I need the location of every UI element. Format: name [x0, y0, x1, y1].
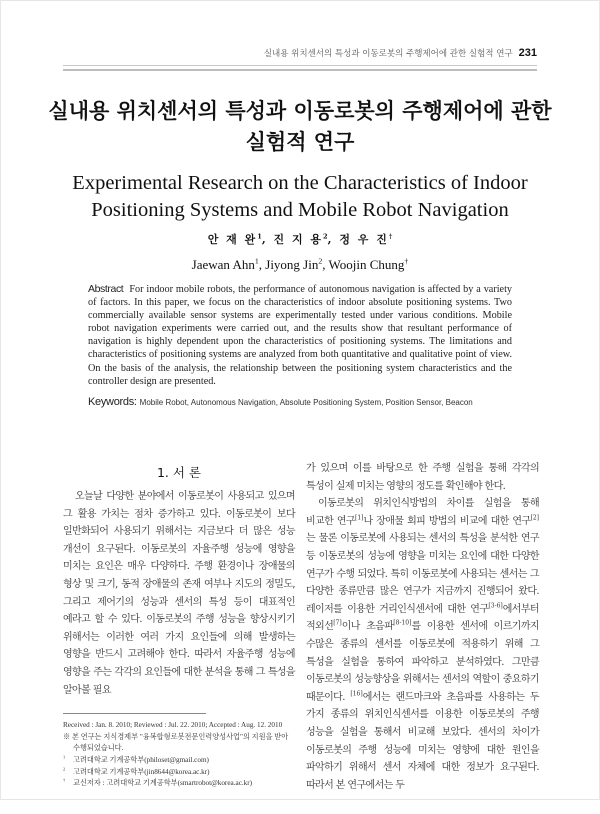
- abstract-text: For indoor mobile robots, the performance of autonomous navigation is affected by a variety of factors. In this paper, we focus on the characteristics of indoor absolute positioning systems. Two commercially available sensor systems are experimentally tested under various conditions. Mobile robot navigation experiments were carried out, and the results show that resultant performance of navigation is highly dependent upon the characteristics of positioning systems. The limitations and characteristics of positioning systems are analyzed from both quantitative and qualitative point of view. On the basis of the analysis, the relationship between the positioning system characteristics and the controller design are presented.: [88, 284, 512, 387]
- keywords-text: Mobile Robot, Autonomous Navigation, Absolute Positioning System, Position Sensor, Beacon: [139, 397, 473, 407]
- keywords: [88, 396, 512, 409]
- body-column-right: [306, 460, 539, 794]
- p2-text-c: 는 물론 이동로봇에 사용되는 센서의 특성을 분석한 연구 등 이동로봇의 성능에 영향을 미치는 요인에 대한 다양한 연구가 수행 되었다. 특히 이동로봇에 사용되는 센서는 그 다양한 종류만큼 많은 연구가 지금까지 진행되어 왔다. 레이저를 이용한 거리인식센서에 대한 연구: [306, 533, 539, 615]
- author-kr-2: 진 지 용: [273, 233, 324, 246]
- p2-text-f: 를 이용한 센서에 이르기까지 수많은 종류의 센서를 이동로봇에 적용하기 위해 그 특성을 실험을 통하여 파악하고 분석하였다. 그만큼 이동로봇의 성능향상을 위해서는 센서의 역할이 중요하기 때문이다.: [306, 621, 539, 703]
- citation-ref: [1]: [354, 514, 364, 522]
- body-column-left-text: [63, 488, 295, 699]
- running-head: [63, 47, 537, 59]
- front-matter: [40, 96, 560, 409]
- citation-ref: [3-6]: [488, 602, 503, 610]
- intro-paragraph-2: [306, 495, 539, 794]
- affiliation-text: 교신저자 : 고려대학교 기계공학부(smartrobot@korea.ac.kr): [73, 779, 253, 788]
- author-en-2: Jiyong Jin: [265, 257, 319, 272]
- footnotes: [63, 720, 295, 790]
- header-rule: [63, 65, 537, 71]
- intro-paragraph-1: 오늘날 다양한 분야에서 이동로봇이 사용되고 있으며 그 활용 가치는 점차 증가하고 있다. 이동로봇이 보다 일반화되어 사용되기 위해서는 지금보다 더 많은 성능 개선이 요구된다. 이동로봇의 자율주행 성능에 영향을 미치는 요인은 매우 다양하다. 주행 환경이나 장애물의 형상 및 크기, 동적 장애물의 존재 여부나 지도의 정밀도, 그리고 제어기의 성능과 센서의 특성 등이 대표적인 예라고 할 수 있다. 이동로봇의 주행 성능을 향상시키기 위해서는 이러한 여러 가지 요인들에 의해 발생하는 영향을 반드시 고려해야 한다. 따라서 자율주행 성능에 영향을 주는 각각의 요인들에 대한 분석을 통해 그 특성을 알아볼 필요: [63, 491, 295, 696]
- affiliation-mark: 2: [63, 766, 66, 772]
- title-english: Experimental Research on the Characteristics of Indoor Positioning Systems and Mobile Robot Navigation: [72, 172, 528, 221]
- footnote-affiliation-2: [63, 767, 295, 779]
- title-korean: 실내용 위치센서의 특성과 이동로봇의 주행제어에 관한 실험적 연구: [48, 99, 552, 154]
- footnote-funding: ※ 본 연구는 지식경제부 "융복합형로봇전문인력양성사업"의 지원을 받아: [63, 732, 289, 741]
- p2-text-b: 나 장애물 회피 방법의 비교에 대한 연구: [363, 515, 531, 527]
- abstract-label: Abstract: [88, 283, 124, 295]
- citation-ref: [2]: [530, 514, 539, 522]
- affiliation-mark: †: [63, 777, 66, 783]
- authors-korean: 안 재 완$^1$, 진 지 용$^2$, 정 우 진†: [207, 232, 393, 246]
- author-kr-3-mark: †: [388, 232, 393, 241]
- body-columns: [63, 460, 539, 794]
- p2-text-e: 이나 초음파: [341, 621, 394, 633]
- citation-ref: [7]: [333, 620, 342, 628]
- affiliation-text: 고려대학교 기계공학부(philoset@gmail.com): [73, 755, 209, 764]
- p2-text-a: 이동로봇의 위치인식방법의 차이를 실험을 통해 비교한 연구: [306, 498, 539, 527]
- affiliation-text: 고려대학교 기계공학부(jin8644@korea.ac.kr): [73, 767, 210, 776]
- author-en-3: Woojin Chung: [328, 257, 405, 272]
- p2-text-g: 에서는 랜드마크와 초음파를 사용하는 두 가지 종류의 위치인식센서를 이용한 이동로봇의 주행 성능을 실험을 통해서 비교해 보았다. 센서의 차이가 이동로봇의 주행 성능에 미치는 영향에 대한 원인을 파악하기 위해서 센서 자체에 대한 정보가 요구된다. 따라서 본 연구에서는 두: [306, 691, 539, 791]
- p2-text-d: 에서부터 적외선: [306, 603, 539, 633]
- footnote-rule: [63, 713, 206, 714]
- author-kr-1: 안 재 완: [207, 233, 258, 246]
- author-kr-1-mark: 1: [257, 232, 262, 241]
- footnote-affiliation-3: [63, 778, 295, 790]
- footnote-received: Received : Jan. 8. 2010; Reviewed : Jul. 22. 2010; Accepted : Aug. 12. 2010: [63, 721, 283, 730]
- footnote-funding-cont: 수행되었습니다.: [73, 744, 124, 753]
- citation-ref: [8-10]: [393, 620, 412, 628]
- author-en-1: Jaewan Ahn: [191, 257, 255, 272]
- authors-english: Jaewan Ahn$^1$, Jiyong Jin$^2$, Woojin Chung†: [191, 256, 409, 272]
- keywords-label: Keywords:: [88, 395, 137, 408]
- affiliation-mark: 1: [63, 754, 66, 760]
- body-column-left: [63, 460, 295, 790]
- page-number: 231: [518, 47, 537, 59]
- author-en-2-mark: 2: [318, 256, 323, 266]
- author-en-1-mark: 1: [254, 256, 259, 266]
- intro-paragraph-1-continued: 가 있으며 이를 바탕으로 한 주행 실험을 통해 각각의 특성이 실제 미치는 영향의 정도를 확인해야 한다.: [306, 463, 539, 492]
- abstract: [88, 283, 512, 388]
- author-en-3-mark: †: [404, 256, 409, 266]
- section-heading-introduction: 1. 서 론: [156, 465, 202, 480]
- author-kr-3: 정 우 진: [339, 233, 389, 246]
- running-head-title: 실내용 위치센서의 특성과 이동로봇의 주행제어에 관한 실험적 연구: [263, 49, 513, 59]
- author-kr-2-mark: 2: [323, 232, 328, 241]
- citation-ref: [16]: [350, 690, 363, 698]
- footnote-affiliation-1: [63, 755, 295, 767]
